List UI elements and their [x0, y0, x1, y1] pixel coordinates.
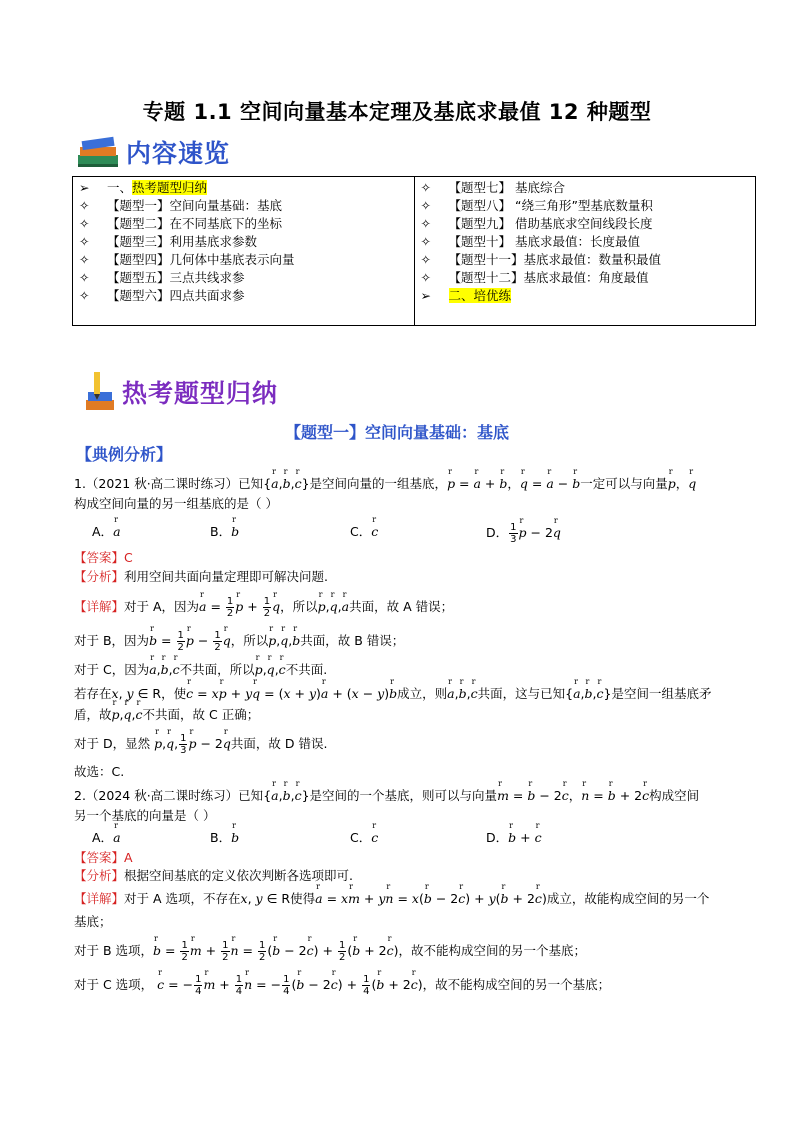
q2-answer-value: A [124, 850, 133, 865]
q1-detail-c-line2: 若存在x, y ∈ R，使r c = xr p + yr q = (x + y)r a + (x − y)r b成立，则r a,r b,r c共面，这与已知{r a,r b,r c}是空间一组基底矛 [74, 684, 734, 702]
toc-bullet-icon: ✧ [420, 180, 431, 195]
hot-section-title: 热考题型归纳 [122, 379, 279, 408]
toc-item-label: 【题型四】几何体中基底表示向量 [107, 252, 295, 267]
toc-left-item [79, 197, 408, 215]
toc-bullet-icon: ✧ [79, 234, 90, 249]
q1-detail-a-3: 共面，故 A 错误； [349, 599, 454, 614]
q2-detail-label: 【详解】 [74, 891, 125, 906]
page-title: 专题 1.1 空间向量基本定理及基底求最值 12 种题型 [142, 100, 652, 124]
toc-left-item [79, 215, 408, 233]
q2-analysis-label: 【分析】 [74, 868, 125, 883]
q2-detail-a-line2: 基底； [74, 914, 112, 929]
q2-stem-line1: 2.（2024 秋·高二课时练习）已知{r a,r b,r c}是空间的一个基底，则可以与向量r m = r b − 2r c，r n = r b + 2r c构成空间 [74, 786, 734, 804]
q1-stem-a: 1.（2021 秋·高二课时练习）已知 [74, 476, 264, 491]
toc-left-item [79, 269, 408, 287]
toc-right-column [414, 177, 756, 325]
q2-stem-a: 2.（2024 秋·高二课时练习）已知 [74, 788, 264, 803]
books-icon [76, 135, 120, 169]
q2-analysis [74, 866, 734, 884]
toc-right-item [421, 287, 750, 305]
q2-option-d: D． [486, 830, 509, 845]
q2-detail-c-1: 对于 C 选项， [74, 977, 154, 992]
toc-bullet-icon: ✧ [79, 198, 90, 213]
q2-analysis-text: 根据空间基底的定义依次判断各选项即可. [124, 868, 353, 883]
q1-detail-a-2: ，所以 [280, 599, 318, 614]
q2-stem-b: 是空间的一个基底，则可以与向量 [309, 788, 498, 803]
toc-bullet-icon: ✧ [79, 270, 90, 285]
toc-left-item [79, 179, 408, 197]
toc-item-label: 【题型六】四点共面求参 [107, 288, 245, 303]
toc-item-label: 【题型二】在不同基底下的坐标 [107, 216, 283, 231]
q2-detail-b: 对于 B 选项，r b = $\frac{1}{2}$ r m + $\frac{1}{2}$ r n = $\frac{1}{2}$ (r b − 2r c) + $\frac{1}{2}$ (r b + 2r c)，故不能构成空间的另一个基底； [74, 940, 734, 963]
toc-table [72, 176, 756, 326]
toc-right-item [421, 179, 750, 197]
q1-stem-c: 一定可以与向量 [580, 476, 668, 491]
q1-detail-b-3: 共面，故 B 错误； [300, 633, 405, 648]
toc-item-label: 【题型七】 基底综合 [448, 180, 565, 195]
q2-detail-a-3: 成立，故能构成空间的另一个 [546, 891, 710, 906]
toc-bullet-icon: ✧ [420, 198, 431, 213]
overview-section-title: 内容速览 [126, 139, 231, 168]
document-page: 专题 1.1 空间向量基本定理及基底求最值 12 种题型 内容速览 ➢ 一、热考题型归纳 ✧ 【题型一】空间向量基础：基底 ✧ 【题型二】在不同基底下的坐标 ✧ 【题型三】利用基底求参数 ✧ 【题型四】几何体中基底表示向量 ✧ 【题型五】三点共线求参 ✧ 【题型六】四点共面求参 ✧ 【题型七】 基底综合 ✧ 【题型八】 “绕三角形”型基底数量积 ✧ 【题型九】 借助基底求空间线段长度 ✧ 【题型十】 基底求最值：长度最值 ✧ 【题型十一】基底求最值：数量积最值 ✧ 【题型十二】基底求最值：角度最值 ➢ 二、培优练 热考题型归纳 【题型一】空间向量基础：基底 【典例分析】 1.（2021 秋·高二课时练习）已知{r a,r b,r c}是空间向量的一组基底，r p = r a + r b，r q = r a − r b一定可以与向量r p，r q 构成空间向量的另一组基底的是（ ） A．r a B．r b C．r c D． $\frac{1}{3}$ r p − 2r q 【答案】C 【分析】利用空间共面向量定理即可解决问题. 【详解】对于 A，因为r a = $\frac{1}{2}$ r p + $\frac{1}{2}$ r q，所以r p,r q,r a共面，故 A 错误； 对于 B，因为r b = $\frac{1}{2}$ r p − $\frac{1}{2}$ r q，所以r p,r q,r b共面，故 B 错误； 对于 C，因为r a,r b,r c不共面，所以r p,r q,r c不共面. 若存在x, y ∈ R，使r c = xr p + yr q = (x + y)r a + (x − y)r b成立，则r a,r b,r c共面，这与已知{r a,r b,r c}是空间一组基底矛 盾，故r p,r q,r c不共面，故 C 正确； 对于 D，显然 r p,r q, $\frac{1}{3}$ r p − 2r q共面，故 D 错误. 故选：C. 2.（2024 秋·高二课时练习）已知{r a,r b,r c}是空间的一个基底，则可以与向量r m = r b − 2r c，r n = r b + 2r c构成空间 另一个基底的向量是（ ） A．r a B．r b C．r c D．r b + r c 【答案】A 【分析】根据空间基底的定义依次判断各选项即可. 【详解】对于 A 选项，不存在x, y ∈ R使得r a = xr m + yr n = x(r b − 2r c) + y(r b + 2r c)成立，故能构成空间的另一个 基底； 对于 B 选项，r b = $\frac{1}{2}$ r m + $\frac{1}{2}$ r n = $\frac{1}{2}$ (r b − 2r c) + $\frac{1}{2}$ (r b + 2r c)，故不能构成空间的另一个基底； 对于 C 选项， r c = − $\frac{1}{4}$ r m + $\frac{1}{4}$ r n = − $\frac{1}{4}$ (r b − 2r c) + $\frac{1}{4}$ (r b + 2r c)，故不能构成空间的另一个基底； [0, 0, 794, 1123]
q1-option-d: D． [486, 525, 509, 540]
toc-left-item [79, 251, 408, 269]
q2-stem-c: 构成空间 [649, 788, 700, 803]
q1-stem-line1: 1.（2021 秋·高二课时练习）已知{r a,r b,r c}是空间向量的一组基底，r p = r a + r b，r q = r a − r b一定可以与向量r p，r q [74, 474, 734, 492]
toc-bullet-icon: ✧ [79, 252, 90, 267]
toc-item-label: 【题型一】空间向量基础：基底 [107, 198, 283, 213]
q1-analysis [74, 567, 734, 585]
toc-right-item [421, 251, 750, 269]
q1-detail-b-2: ，所以 [230, 633, 269, 648]
q1-answer [74, 548, 734, 566]
q1-detail-c-2: 不共面，所以 [179, 662, 255, 677]
toc-item-label: 【题型九】 借助基底求空间线段长度 [448, 216, 653, 231]
toc-item-label: 【题型十二】基底求最值：角度最值 [448, 270, 649, 285]
q2-detail-a-2: 使得 [290, 891, 316, 906]
q2-option-a: A． [92, 830, 114, 845]
q1-detail-d: 对于 D，显然 r p,r q, $\frac{1}{3}$ r p − 2r q共面，故 D 错误. [74, 733, 734, 756]
q1-analysis-text: 利用空间共面向量定理即可解决问题. [124, 569, 328, 584]
pencil-books-icon [82, 370, 118, 414]
q1-detail-b: 对于 B，因为r b = $\frac{1}{2}$ r p − $\frac{1}{2}$ r q，所以r p,r q,r b共面，故 B 错误； [74, 630, 734, 653]
q1-stem-line2: 构成空间向量的另一组基底的是（ ） [74, 496, 278, 511]
hot-section-header [82, 370, 278, 414]
toc-bullet-icon: ➢ [79, 180, 90, 195]
toc-right-item [421, 197, 750, 215]
q2-option-c: C． [350, 830, 372, 845]
q1-detail-c: 对于 C，因为r a,r b,r c不共面，所以r p,r q,r c不共面. [74, 660, 734, 678]
toc-item-label: 【题型十】 基底求最值：长度最值 [448, 234, 640, 249]
example-analysis-header: 【典例分析】 [76, 445, 173, 464]
q1-detail-c-7: 共面，这与已知 [477, 686, 566, 701]
overview-section-header [76, 134, 230, 170]
q1-detail-label: 【详解】 [74, 599, 125, 614]
toc-item-label: 【题型十一】基底求最值：数量积最值 [448, 252, 662, 267]
q1-option-b: B． [210, 524, 232, 539]
q1-option-a: A． [92, 524, 114, 539]
q1-detail-c-10: 不共面，故 C 正确； [142, 707, 260, 722]
q1-detail-c-5: ，使 [161, 686, 187, 701]
toc-item-label: 一、 [107, 180, 133, 195]
q1-detail-d-1: 对于 D，显然 [74, 736, 151, 751]
toc-left-item [79, 233, 408, 251]
q1-conclusion: 故选：C. [74, 764, 125, 779]
toc-item-label: 【题型五】三点共线求参 [107, 270, 245, 285]
toc-bullet-icon: ✧ [79, 216, 90, 231]
toc-bullet-icon: ✧ [79, 288, 90, 303]
toc-bullet-icon: ➢ [420, 288, 431, 303]
q2-answer-label: 【答案】 [74, 850, 125, 865]
toc-item-highlight: 二、培优练 [448, 288, 512, 303]
q2-detail-a: 【详解】对于 A 选项，不存在x, y ∈ R使得r a = xr m + yr n = x(r b − 2r c) + y(r b + 2r c)成立，故能构成空间的另一个 [74, 889, 734, 907]
toc-bullet-icon: ✧ [420, 252, 431, 267]
q1-detail-b-1: 对于 B，因为 [74, 633, 150, 648]
q1-detail-c-1: 对于 C，因为 [74, 662, 150, 677]
q2-stem-line2: 另一个基底的向量是（ ） [74, 808, 216, 823]
toc-bullet-icon: ✧ [420, 234, 431, 249]
q1-detail-a: 【详解】对于 A，因为r a = $\frac{1}{2}$ r p + $\frac{1}{2}$ r q，所以r p,r q,r a共面，故 A 错误； [74, 596, 734, 619]
q1-detail-c-8: 是空间一组基底矛 [611, 686, 712, 701]
q1-answer-value: C [124, 550, 133, 565]
q1-analysis-label: 【分析】 [74, 569, 125, 584]
toc-right-item [421, 269, 750, 287]
q1-detail-c-line3: 盾，故r p,r q,r c不共面，故 C 正确； [74, 705, 734, 723]
q2-detail-b-2: ，故不能构成空间的另一个基底； [398, 943, 587, 958]
q1-detail-c-6: 成立，则 [397, 686, 448, 701]
q1-detail-c-4: 若存在 [74, 686, 112, 701]
type-one-title: 【题型一】空间向量基础：基底 [284, 423, 509, 442]
q2-detail-c: 对于 C 选项， r c = − $\frac{1}{4}$ r m + $\frac{1}{4}$ r n = − $\frac{1}{4}$ (r b − 2r c) + $\frac{1}{4}$ (r b + 2r c)，故不能构成空间的另一个基底； [74, 974, 734, 997]
q1-stem-b: 是空间向量的一组基底， [309, 476, 448, 491]
toc-right-item [421, 233, 750, 251]
q2-option-b: B． [210, 830, 232, 845]
toc-left-item [79, 287, 408, 305]
q1-detail-c-3: 不共面. [285, 662, 328, 677]
toc-item-label: 【题型八】 “绕三角形”型基底数量积 [448, 198, 653, 213]
toc-left-column [73, 177, 414, 325]
q1-option-c: C． [350, 524, 372, 539]
q2-detail-a-1: 对于 A 选项，不存在 [124, 891, 241, 906]
q2-answer [74, 848, 734, 866]
q1-answer-label: 【答案】 [74, 550, 125, 565]
q1-detail-d-2: 共面，故 D 错误. [230, 736, 328, 751]
toc-bullet-icon: ✧ [420, 270, 431, 285]
toc-item-label: 【题型三】利用基底求参数 [107, 234, 258, 249]
q2-detail-b-1: 对于 B 选项， [74, 943, 154, 958]
q1-detail-a-1: 对于 A，因为 [124, 599, 200, 614]
toc-right-item [421, 215, 750, 233]
q2-detail-c-2: ，故不能构成空间的另一个基底； [422, 977, 611, 992]
q1-detail-c-9: 盾，故 [74, 707, 112, 722]
toc-bullet-icon: ✧ [420, 216, 431, 231]
toc-item-highlight: 热考题型归纳 [132, 180, 208, 195]
